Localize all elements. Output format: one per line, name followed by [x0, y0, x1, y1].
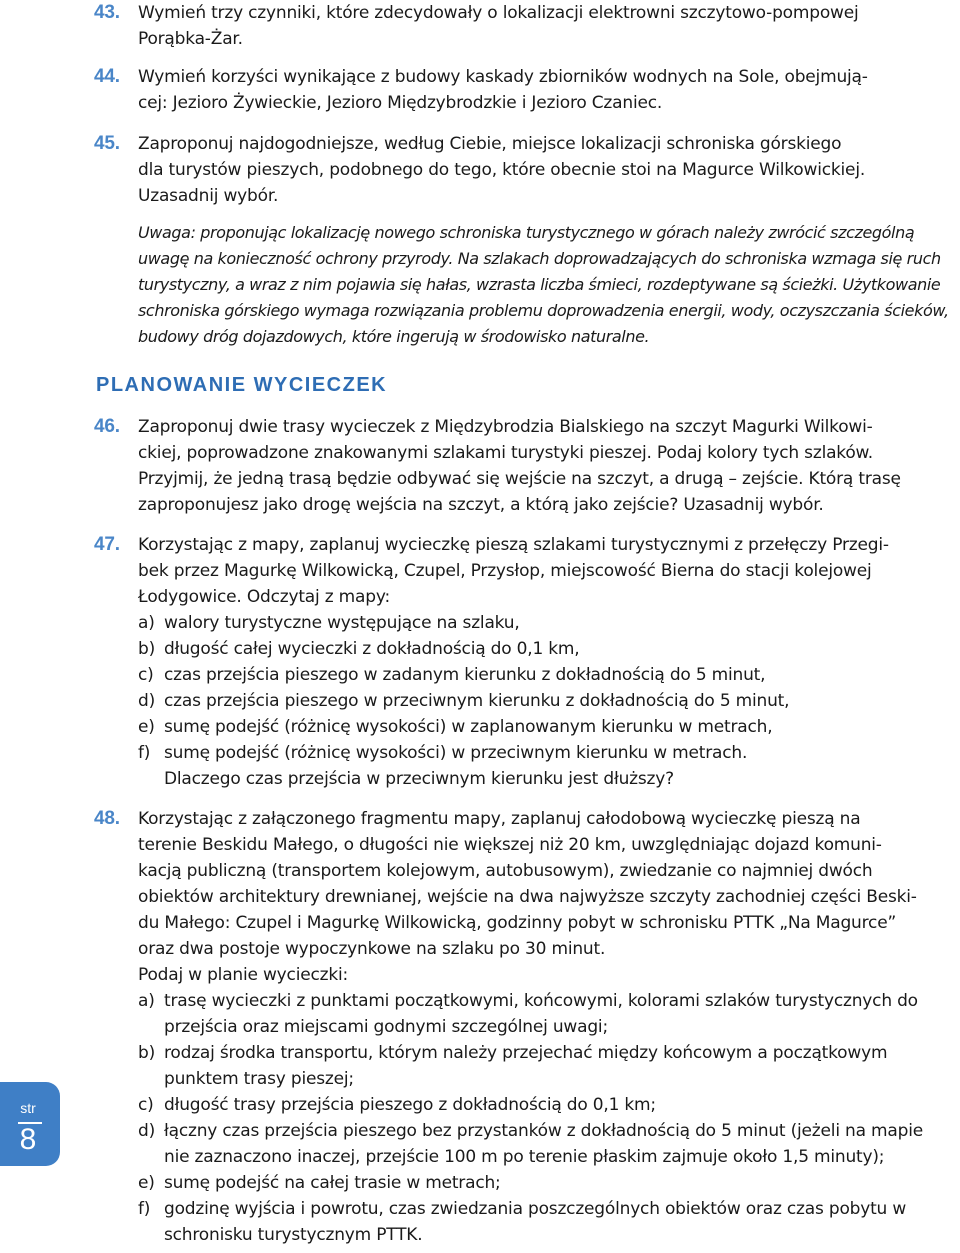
question-line: Wymień korzyści wynikające z budowy kaskady zbiorników wodnych na Sole, obejmują-: [138, 67, 868, 87]
item-letter: c): [138, 1095, 154, 1115]
item-letter: e): [138, 717, 155, 737]
list-item: [138, 1118, 950, 1170]
list-item: [138, 636, 950, 662]
item-text: sumę podejść (różnicę wysokości) w przeciwnym kierunku w metrach.: [164, 743, 748, 763]
question-line: Podaj w planie wycieczki:: [138, 965, 349, 985]
question-number: 46.: [94, 416, 120, 437]
question-line: dla turystów pieszych, podobnego do tego, które obecnie stoi na Magurce Wilkowickiej.: [138, 160, 866, 180]
question-line: Zaproponuj dwie trasy wycieczek z Międzybrodzia Bialskiego na szczyt Magurki Wilkowi-: [138, 417, 873, 437]
list-item: [138, 662, 950, 688]
question-44: [94, 64, 950, 116]
section-heading: PLANOWANIE WYCIECZEK: [96, 374, 388, 396]
question-number: 47.: [94, 534, 120, 555]
list-item: [138, 610, 950, 636]
page-number: 8: [19, 1123, 37, 1156]
item-text: długość całej wycieczki z dokładnością do 0,1 km,: [164, 639, 580, 659]
item-letter: d): [138, 1121, 156, 1141]
item-text: sumę podejść (różnicę wysokości) w zaplanowanym kierunku w metrach,: [164, 717, 773, 737]
item-letter: f): [138, 1199, 151, 1219]
question-line: ckiej, poprowadzone znakowanymi szlakami turystyki pieszej. Podaj kolory tych szlaków.: [138, 443, 873, 463]
question-line: kacją publiczną (transportem kolejowym, autobusowym), zwiedzanie co najmniej dwóch: [138, 861, 873, 881]
question-line: zaproponujesz jako drogę wejścia na szczyt, a którą jako zejście? Uzasadnij wybór.: [138, 495, 824, 515]
question-line: bek przez Magurkę Wilkowicką, Czupel, Przysłop, miejscowość Bierna do stacji kolejowej: [138, 561, 872, 581]
question-47: [94, 532, 950, 792]
question-46: [94, 414, 950, 518]
item-text: godzinę wyjścia i powrotu, czas zwiedzania poszczególnych obiektów oraz czas pobytu w schronisku turystycznym PTTK.: [164, 1199, 907, 1245]
question-line: Korzystając z mapy, zaplanuj wycieczkę pieszą szlakami turystycznymi z przełęczy Przegi-: [138, 535, 889, 555]
page-number-tab: [0, 1082, 60, 1166]
item-text: walory turystyczne występujące na szlaku,: [164, 613, 520, 633]
item-letter: c): [138, 665, 154, 685]
item-letter: d): [138, 691, 156, 711]
list-item: [138, 1170, 950, 1196]
question-line: obiektów architektury drewnianej, wejście na dwa najwyższe szczyty zachodniej części Beski-: [138, 887, 917, 907]
item-text: długość trasy przejścia pieszego z dokładnością do 0,1 km;: [164, 1095, 656, 1115]
item-letter: a): [138, 613, 155, 633]
page-label: str: [20, 1100, 36, 1116]
question-line: terenie Beskidu Małego, o długości nie większej niż 20 km, uwzględniając dojazd komuni-: [138, 835, 882, 855]
question-line: Wymień trzy czynniki, które zdecydowały o lokalizacji elektrowni szczytowo-pompowej: [138, 3, 859, 23]
list-item: [138, 1040, 950, 1092]
item-text: trasę wycieczki z punktami początkowymi, końcowymi, kolorami szlaków turystycznych do przejścia oraz miejscami godnymi szczególnej uwagi;: [164, 991, 918, 1037]
question-line: Korzystając z załączonego fragmentu mapy, zaplanuj całodobową wycieczkę pieszą na: [138, 809, 861, 829]
item-letter: a): [138, 991, 155, 1011]
question-number: 45.: [94, 133, 120, 154]
list-item: [138, 988, 950, 1040]
list-item: [138, 740, 950, 766]
item-text: rodzaj środka transportu, którym należy przejechać między końcowym a początkowym punktem trasy pieszej;: [164, 1043, 888, 1089]
question-48: [94, 806, 950, 1248]
list-item: [138, 1092, 950, 1118]
question-closing: Dlaczego czas przejścia w przeciwnym kierunku jest dłuższy?: [164, 769, 674, 789]
question-line: Zaproponuj najdogodniejsze, według Ciebie, miejsce lokalizacji schroniska górskiego: [138, 134, 842, 154]
list-item: [138, 714, 950, 740]
question-number: 48.: [94, 808, 120, 829]
item-text: sumę podejść na całej trasie w metrach;: [164, 1173, 501, 1193]
list-item: [138, 688, 950, 714]
question-line: Uzasadnij wybór.: [138, 186, 279, 206]
item-text: łączny czas przejścia pieszego bez przystanków z dokładnością do 5 minut (jeżeli na mapie nie zaznaczono inaczej, przejście 100 m po terenie płaskim zajmuje około 1,5 minuty);: [164, 1121, 923, 1167]
item-text: czas przejścia pieszego w zadanym kierunku z dokładnością do 5 minut,: [164, 665, 766, 685]
question-line: cej: Jezioro Żywieckie, Jezioro Międzybrodzkie i Jezioro Czaniec.: [138, 93, 663, 113]
question-line: Łodygowice. Odczytaj z mapy:: [138, 587, 390, 607]
question-line: Przyjmij, że jedną trasą będzie odbywać się wejście na szczyt, a drugą – zejście. Którą trasę: [138, 469, 901, 489]
note-paragraph: Uwaga: proponując lokalizację nowego schroniska turystycznego w górach należy zwrócić szczególną uwagę na konieczność ochrony przyrody. Na szlakach doprowadzających do schroniska wzmaga się ruch turystyczny, a wraz z nim pojawia się hałas, wzrasta liczba śmieci, rozdeptywane są ścieżki. Użytkowanie schroniska górskiego wymaga rozwiązania problemu doprowadzenia energii, wody, oczyszczania ścieków, budowy dróg dojazdowych, które ingerują w środowisko naturalne.: [138, 223, 949, 346]
question-43: [94, 0, 950, 52]
item-letter: b): [138, 1043, 156, 1063]
question-line: du Małego: Czupel i Magurkę Wilkowicką, godzinny pobyt w schronisku PTTK „Na Magurce”: [138, 913, 897, 933]
question-number: 44.: [94, 66, 120, 87]
item-text: czas przejścia pieszego w przeciwnym kierunku z dokładnością do 5 minut,: [164, 691, 790, 711]
item-letter: e): [138, 1173, 155, 1193]
list-item: [138, 1196, 950, 1248]
question-line: Porąbka-Żar.: [138, 29, 243, 49]
item-letter: b): [138, 639, 156, 659]
item-letter: f): [138, 743, 151, 763]
question-45: [94, 131, 950, 209]
question-line: oraz dwa postoje wypoczynkowe na szlaku po 30 minut.: [138, 939, 606, 959]
question-number: 43.: [94, 2, 120, 23]
